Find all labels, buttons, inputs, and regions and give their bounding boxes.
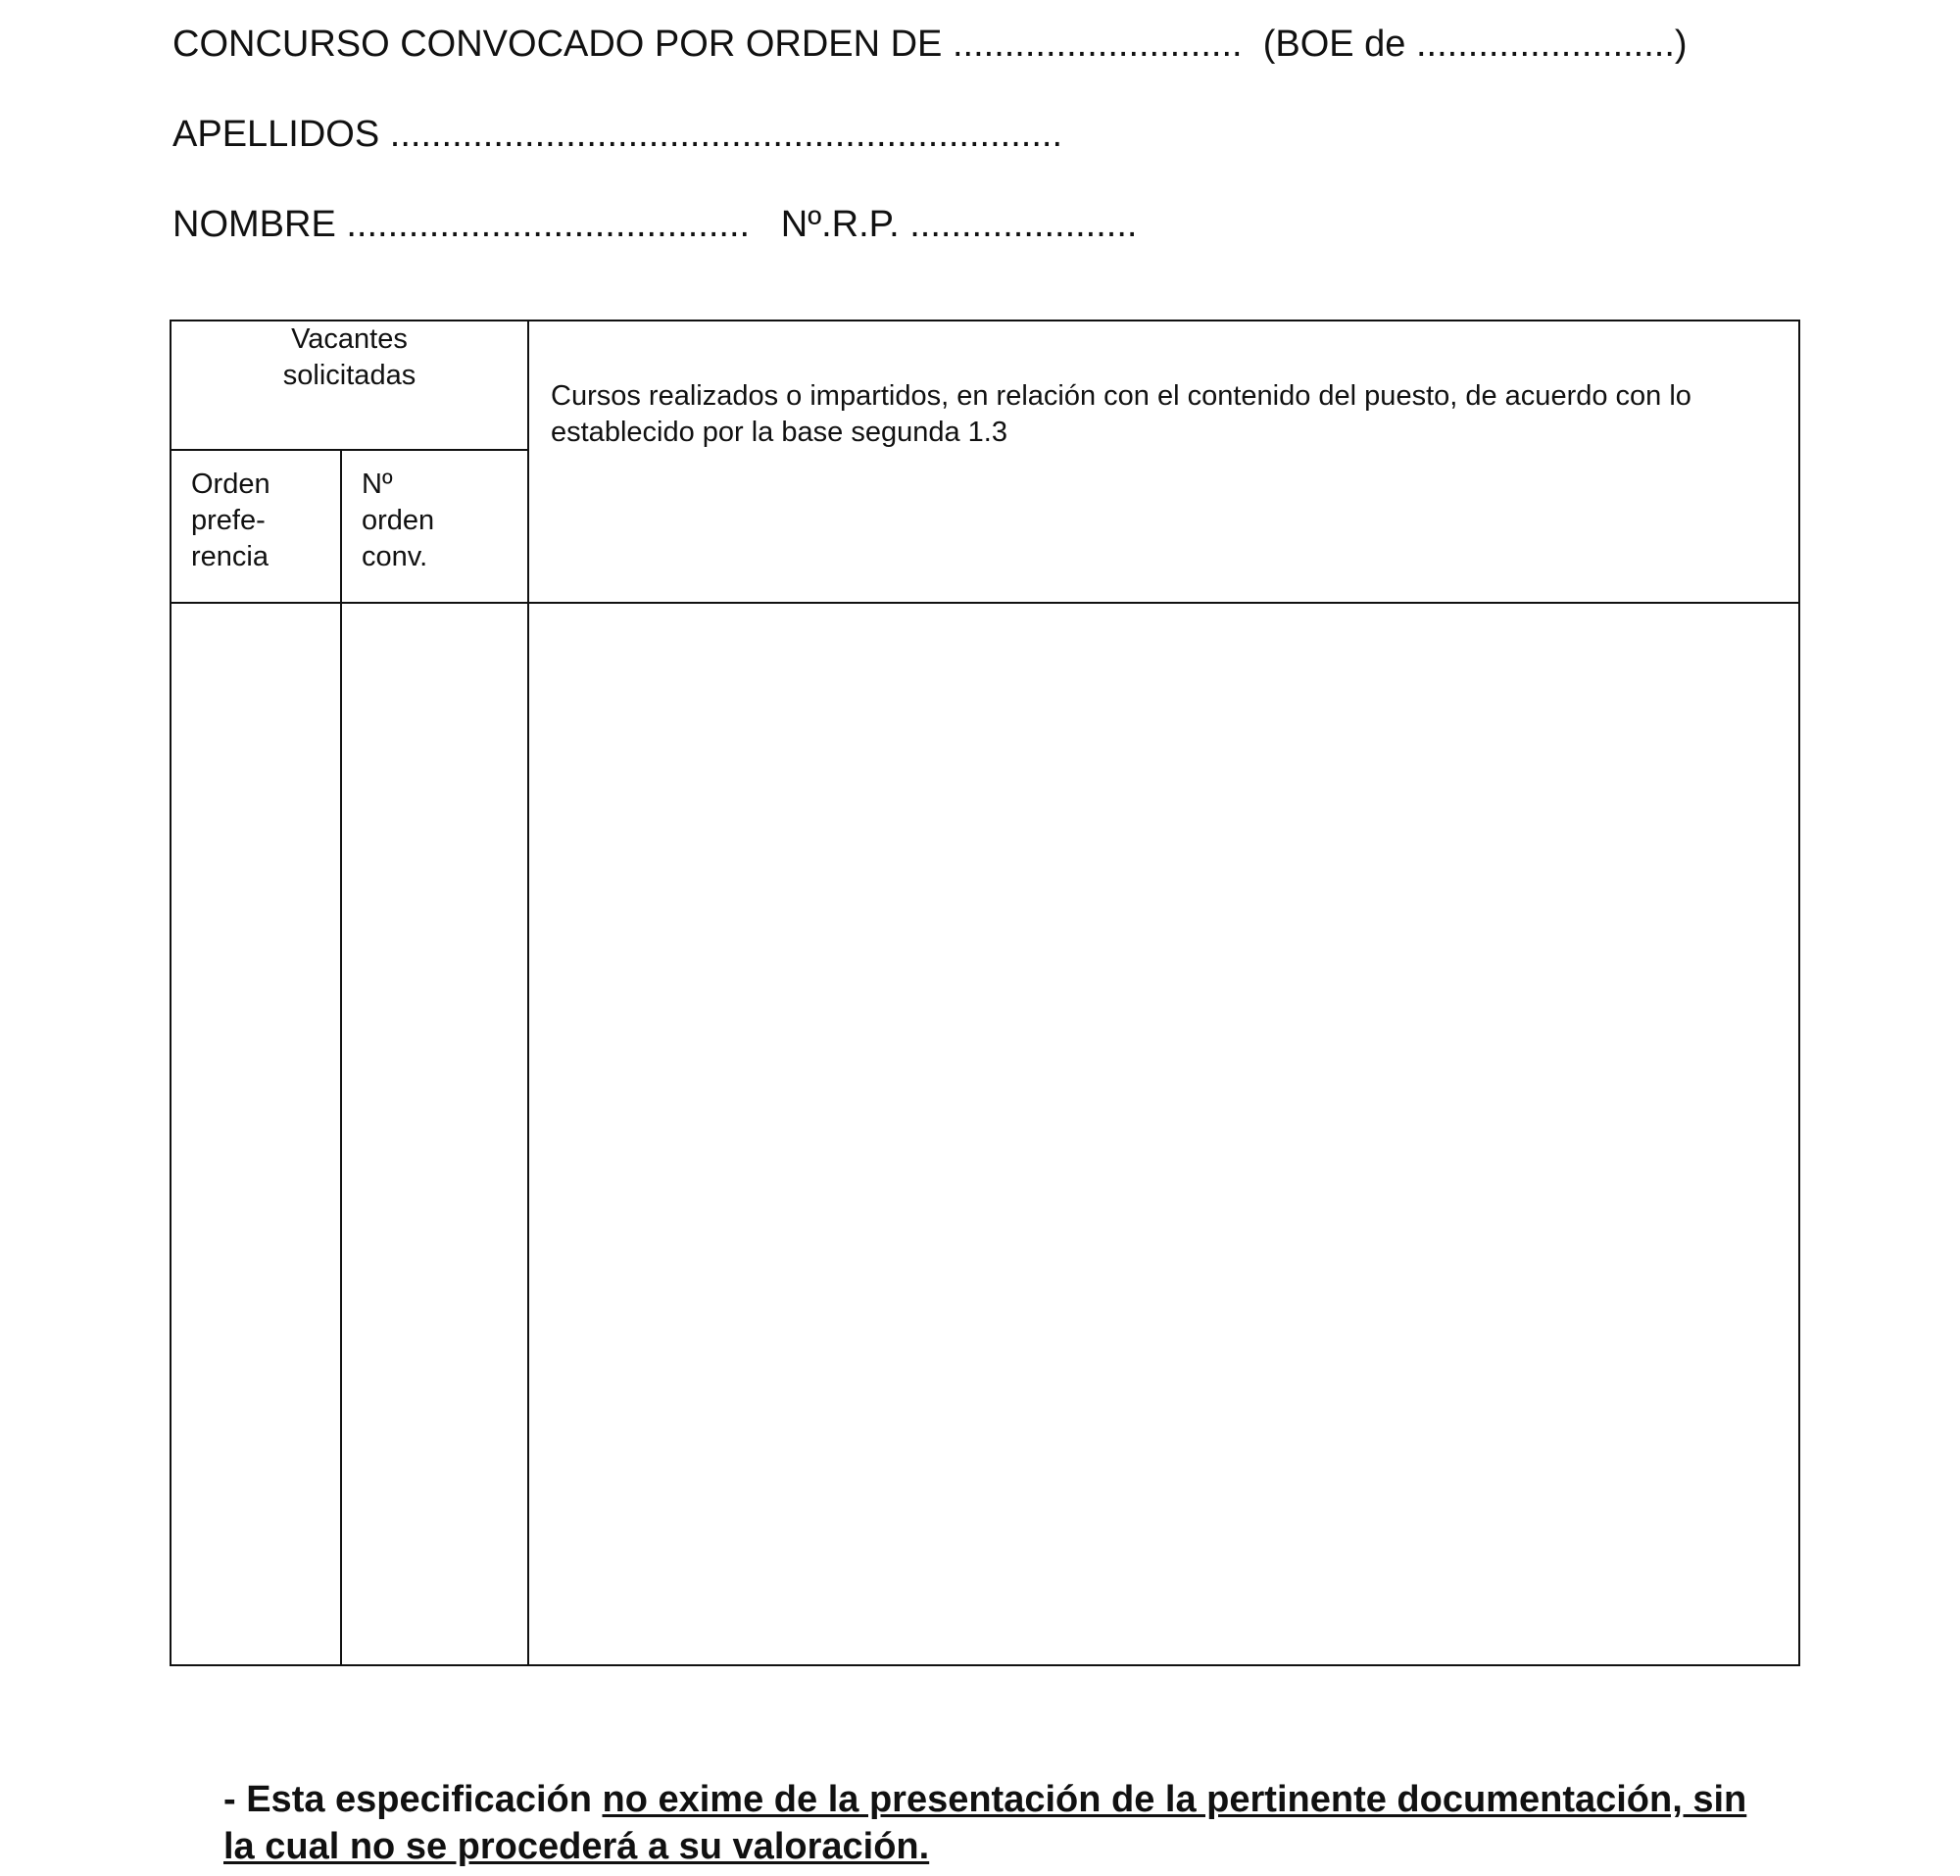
n-orden-conv-header bbox=[341, 450, 528, 603]
cursos-cell[interactable] bbox=[528, 603, 1799, 1665]
footer-note bbox=[223, 1776, 1752, 1870]
vacantes-header-label: Vacantes solicitadas bbox=[282, 323, 416, 391]
cursos-table bbox=[170, 320, 1800, 1666]
concurso-line: CONCURSO CONVOCADO POR ORDEN DE ............................ (BOE de .........................) bbox=[172, 24, 1688, 65]
n-orden-conv-label: Nº orden conv. bbox=[362, 469, 435, 572]
orden-preferencia-label: Orden prefe- rencia bbox=[191, 469, 270, 572]
n-orden-conv-cell[interactable] bbox=[341, 603, 528, 1665]
apellidos-line: APELLIDOS ................................................................. bbox=[172, 114, 1063, 155]
vacantes-header bbox=[171, 321, 528, 450]
cursos-header-label: Cursos realizados o impartidos, en relación con el contenido del puesto, de acuerdo con lo establecido por la base segunda 1.3 bbox=[551, 380, 1691, 448]
footer-note-prefix: - Esta especificación bbox=[223, 1779, 603, 1820]
table-header-row bbox=[171, 321, 1799, 450]
cursos-header bbox=[528, 321, 1799, 603]
orden-preferencia-header bbox=[171, 450, 341, 603]
nombre-line: NOMBRE ....................................... Nº.R.P. ...................... bbox=[172, 204, 1138, 245]
table-row bbox=[171, 603, 1799, 1665]
orden-preferencia-cell[interactable] bbox=[171, 603, 341, 1665]
footer-note-underlined: no exime de la presentación de la pertinente documentación, sin la cual no se procederá a su valoración. bbox=[223, 1779, 1747, 1867]
